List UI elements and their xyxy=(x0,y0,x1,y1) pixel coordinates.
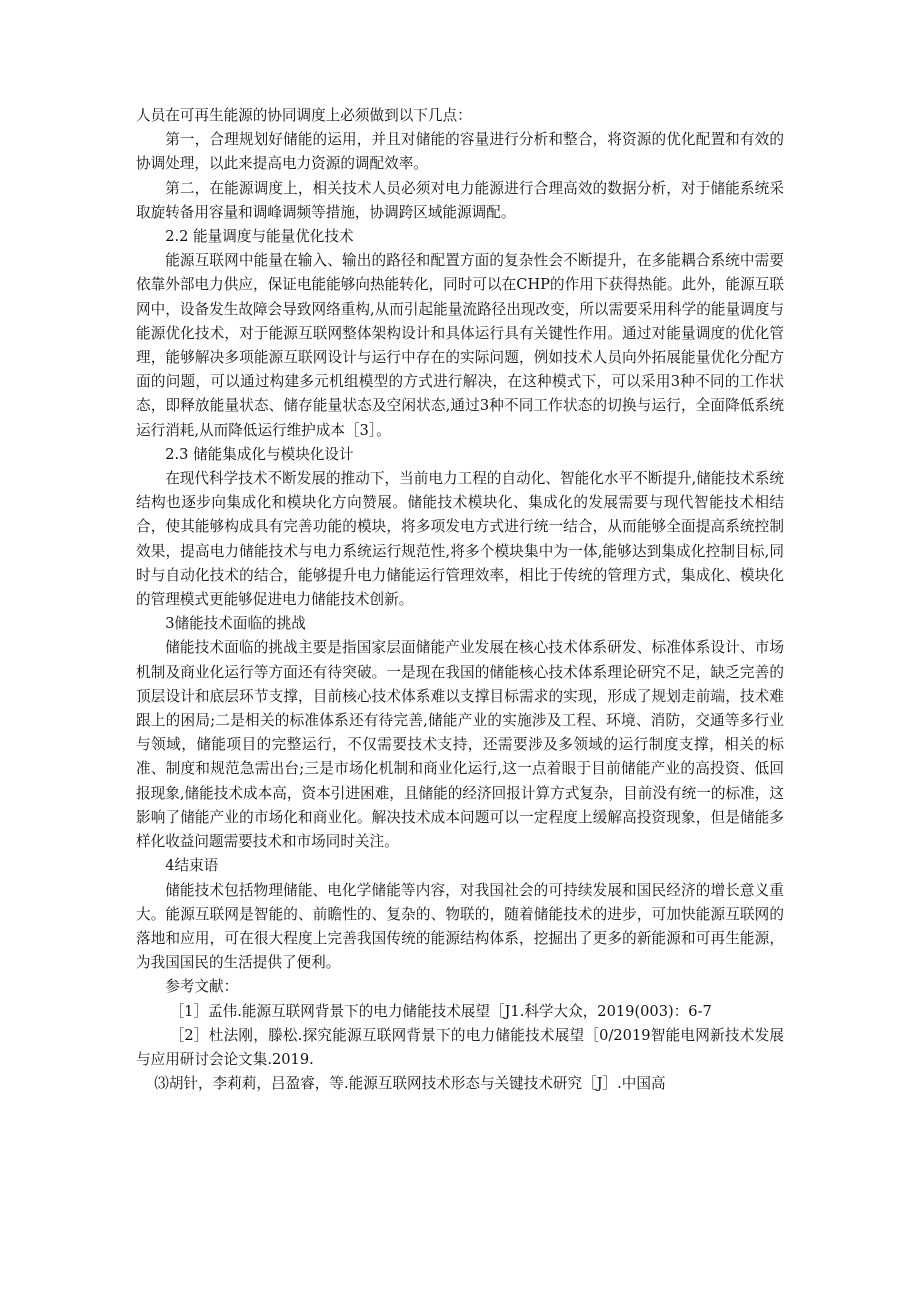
reference-item: ［1］孟伟.能源互联网背景下的电力储能技术展望［J1.科学大众，2019(003)：6-7 xyxy=(169,1002,712,1020)
body-paragraph: 第一，合理规划好储能的运用，并且对储能的容量进行分析和整合，将资源的优化配置和有效的协调处理，以此来提高电力资源的调配效率。 xyxy=(136,131,784,173)
reference-item: ⑶胡针，李莉莉，吕盈睿，等.能源互联网技术形态与关键技术研究［J］.中国高 xyxy=(154,1075,666,1093)
section-heading: 2.2 能量调度与能量优化技术 xyxy=(165,228,354,246)
body-paragraph: 在现代科学技术不断发展的推动下，当前电力工程的自动化、智能化水平不断提升,储能技术系统结构也逐步向集成化和模块化方向赞展。储能技术模块化、集成化的发展需要与现代智能技术相结合，使其能够构成具有完善功能的模块，将多项发电方式进行统一结合，从而能够全面提高系统控制效果，提高电力储能技术与电力系统运行规范性,将多个模块集中为一体,能够达到集成化控制目标,同时与自动化技术的结合，能够提升电力储能运行管理效率，相比于传统的管理方式，集成化、模块化的管理模式更能够促进电力储能技术创新。 xyxy=(136,470,784,609)
continuation-paragraph: 人员在可再生能源的协同调度上必须做到以下几点： xyxy=(136,107,472,124)
section-heading: 3储能技术面临的挑战 xyxy=(165,615,306,633)
section-heading: 4结束语 xyxy=(165,857,219,875)
document-page xyxy=(136,104,784,1096)
body-paragraph: 储能技术面临的挑战主要是指国家层面储能产业发展在核心技术体系研发、标准体系设计、市场机制及商业化运行等方面还有待突破。一是现在我国的储能核心技术体系理论研究不足，缺乏完善的顶层设计和底层环节支撑，目前核心技术体系难以支撑目标需求的实现，形成了规划走前端，技术难跟上的困局;二是相关的标准体系还有待完善,储能产业的实施涉及工程、环境、消防，交通等多行业与领域，储能项目的完整运行，不仅需要技术支持，还需要涉及多领域的运行制度支撑，相关的标准、制度和规范急需出台;三是市场化机制和商业化运行,这一点着眼于目前储能产业的高投资、低回报现象,储能技术成本高，资本引进困难，且储能的经济回报计算方式复杂，目前没有统一的标准，这影响了储能产业的市场化和商业化。解决技术成本问题可以一定程度上缓解高投资现象，但是储能多样化收益问题需要技术和市场同时关注。 xyxy=(136,639,784,851)
body-paragraph: 储能技术包括物理储能、电化学储能等内容，对我国社会的可持续发展和国民经济的增长意义重大。能源互联网是智能的、前瞻性的、复杂的、物联的，随着储能技术的进步，可加快能源互联网的落地和应用，可在很大程度上完善我国传统的能源结构体系，挖掘出了更多的新能源和可再生能源，为我国国民的生活提供了便利。 xyxy=(136,881,784,972)
reference-item: ［2］杜法刚，滕松.探究能源互联网背景下的电力储能技术展望［0/2019智能电网新技术发展与应用研讨会论文集.2019. xyxy=(136,1026,784,1068)
references-heading: 参考文献： xyxy=(165,978,239,996)
section-heading: 2.3 储能集成化与模块化设计 xyxy=(165,445,354,463)
body-paragraph: 能源互联网中能量在输入、输出的路径和配置方面的复杂性会不断提升，在多能耦合系统中需要依靠外部电力供应，保证电能能够向热能转化，同时可以在CHP的作用下获得热能。此外，能源互联网中，设备发生故障会导致网络重构,从而引起能量流路径出现改变，所以需要采用科学的能量调度与能源优化技术，对于能源互联网整体架构设计和具体运行具有关键性作用。通过对能量调度的优化管理，能够解决多项能源互联网设计与运行中存在的实际问题，例如技术人员向外拓展能量优化分配方面的问题，可以通过构建多元机组模型的方式进行解决，在这种模式下，可以采用3种不同的工作状态，即释放能量状态、储存能量状态及空闲状态,通过3种不同工作状态的切换与运行，全面降低系统运行消耗,从而降低运行维护成本［3］。 xyxy=(136,252,784,439)
body-paragraph: 第二，在能源调度上，相关技术人员必须对电力能源进行合理高效的数据分析，对于储能系统采取旋转备用容量和调峰调频等措施，协调跨区域能源调配。 xyxy=(136,179,784,221)
